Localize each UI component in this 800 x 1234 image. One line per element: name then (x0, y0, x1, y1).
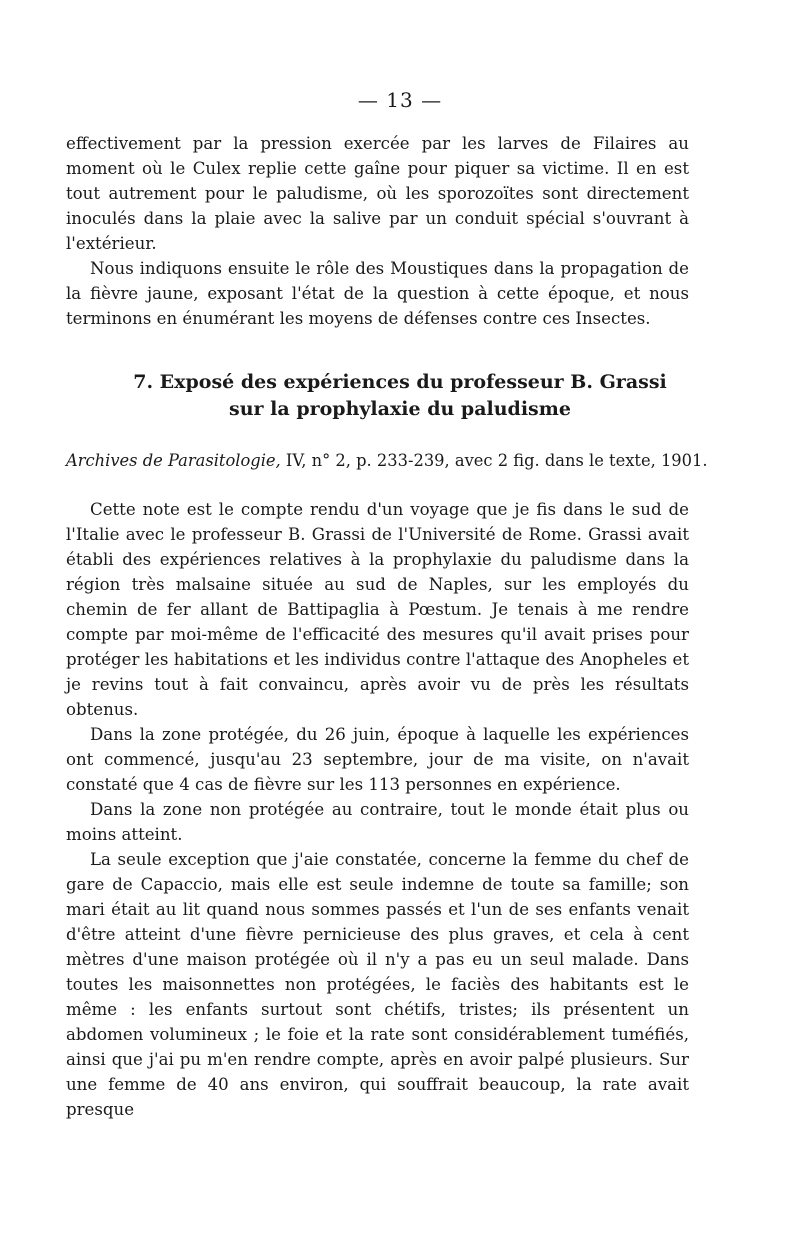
top-text-block (66, 131, 689, 331)
body-paragraph-1: Cette note est le compte rendu d'un voyage que je fis dans le sud de l'Italie avec le professeur B. Grassi de l'Université de Rome. Grassi avait établi des expériences relatives à la prophylaxie du paludisme dans la région très malsaine située au sud de Naples, sur les employés du chemin de fer allant de Battipaglia à Pœstum. Je tenais à me rendre compte par moi-même de l'efficacité des mesures qu'il avait prises pour protéger les habitations et les individus contre l'attaque des Anopheles et je revins tout à fait convaincu, après avoir vu de près les résultats obtenus. (66, 500, 689, 719)
section-heading-line-2: sur la prophylaxie du paludisme (229, 398, 571, 420)
body-paragraph-4: La seule exception que j'aie constatée, concerne la femme du chef de gare de Capaccio, mais elle est seule indemne de toute sa famille; son mari était au lit quand nous sommes passés et l'un de ses enfants venait d'être atteint d'une fièvre pernicieuse des plus graves, et cela à cent mètres d'une maison protégée où il n'y a pas eu un seul malade. Dans toutes les maisonnettes non protégées, le faciès des habitants est le même : les enfants surtout sont chétifs, tristes; ils présentent un abdomen volumineux ; le foie et la rate sont considérablement tuméfiés, ainsi que j'ai pu m'en rendre compte, après en avoir palpé plusieurs. Sur une femme de 40 ans environ, qui souffrait beaucoup, la rate avait presque (66, 850, 689, 1119)
body-text-block (66, 497, 689, 1122)
yellow-fever-paragraph: Nous indiquons ensuite le rôle des Moustiques dans la propagation de la fièvre jaune, exposant l'état de la question à cette époque, et nous terminons en énumérant les moyens de défenses contre ces Insectes. (66, 259, 689, 328)
continuation-paragraph: effectivement par la pression exercée par les larves de Filaires au moment où le Culex replie cette gaîne pour piquer sa victime. Il en est tout autrement pour le paludisme, où les sporozoïtes sont directement inoculés dans la plaie avec la salive par un conduit spécial s'ouvrant à l'extérieur. (66, 134, 689, 253)
reference-journal: Archives de Parasitologie, (66, 451, 281, 470)
body-paragraph-3: Dans la zone non protégée au contraire, tout le monde était plus ou moins atteint. (66, 800, 689, 844)
body-paragraph-2: Dans la zone protégée, du 26 juin, époque à laquelle les expériences ont commencé, jusqu'au 23 septembre, jour de ma visite, on n'avait constaté que 4 cas de fièvre sur les 113 personnes en expérience. (66, 725, 689, 794)
section-heading-line-1: 7. Exposé des expériences du professeur B. Grassi (133, 371, 667, 393)
bibliographic-reference (66, 450, 708, 472)
page-number: — 13 — (357, 88, 443, 112)
reference-details: IV, n° 2, p. 233-239, avec 2 fig. dans le texte, 1901. (280, 451, 708, 470)
